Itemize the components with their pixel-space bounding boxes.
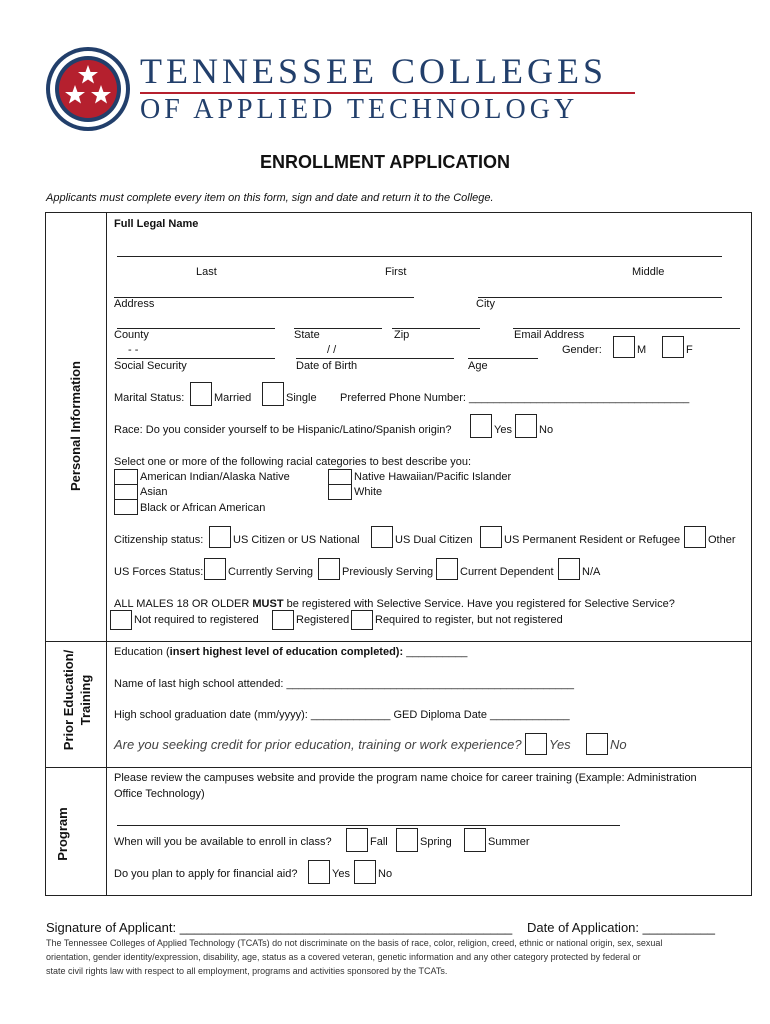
- logo-line-2: OF APPLIED TECHNOLOGY: [140, 94, 579, 125]
- fall-checkbox[interactable]: [346, 828, 368, 852]
- forces-status-label: US Forces Status:: [114, 566, 204, 578]
- dual-citizen-checkbox[interactable]: [371, 526, 393, 548]
- prior-credit-yes-label: Yes: [549, 737, 571, 752]
- full-name-field[interactable]: [117, 256, 722, 257]
- gender-f-label: F: [686, 344, 693, 356]
- dob-field[interactable]: [296, 358, 454, 359]
- white-label: White: [354, 486, 383, 498]
- spring-label: Spring: [420, 836, 452, 848]
- current-dependent-checkbox[interactable]: [436, 558, 458, 580]
- single-label: Single: [286, 392, 317, 404]
- gender-f-checkbox[interactable]: [662, 336, 684, 358]
- tennessee-tristar-emblem: [44, 45, 132, 133]
- enroll-question: When will you be available to enroll in class?: [114, 836, 332, 848]
- single-checkbox[interactable]: [262, 382, 284, 406]
- age-label: Age: [468, 360, 488, 372]
- date-of-birth-label: Date of Birth: [296, 360, 358, 372]
- address-label: Address: [114, 298, 155, 310]
- summer-checkbox[interactable]: [464, 828, 486, 852]
- zip-label: Zip: [394, 329, 410, 341]
- native-hawaiian-checkbox[interactable]: [328, 469, 352, 485]
- american-indian-label: American Indian/Alaska Native: [140, 471, 290, 483]
- social-security-label: Social Security: [114, 360, 187, 372]
- white-checkbox[interactable]: [328, 484, 352, 500]
- prior-credit-question: Are you seeking credit for prior education, training or work experience?: [114, 737, 522, 752]
- forces-na-label: N/A: [582, 566, 601, 578]
- full-legal-name-label: Full Legal Name: [114, 218, 199, 230]
- dual-citizen-label: US Dual Citizen: [395, 534, 473, 546]
- state-label: State: [294, 329, 320, 341]
- racial-prompt: Select one or more of the following racial categories to best describe you:: [114, 456, 472, 468]
- gender-label: Gender:: [562, 344, 602, 356]
- tcat-logo: [44, 45, 134, 135]
- disclaimer-line-2: orientation, gender identity/expression, disability, age, status as a covered veteran, genetic information and any other category protected by federal or: [46, 952, 641, 962]
- education-bold: insert highest level of education completed):: [169, 646, 404, 658]
- gender-m-checkbox[interactable]: [613, 336, 635, 358]
- instructions: Applicants must complete every item on this form, sign and date and return it to the College.: [46, 192, 494, 204]
- citizenship-other-checkbox[interactable]: [684, 526, 706, 548]
- program-name-field[interactable]: [117, 825, 620, 826]
- selective-post: be registered with Selective Service. Have you registered for Selective Service?: [283, 598, 675, 610]
- city-field[interactable]: [478, 297, 722, 298]
- previously-serving-label: Previously Serving: [342, 566, 434, 578]
- us-citizen-checkbox[interactable]: [209, 526, 231, 548]
- ssn-field[interactable]: [117, 358, 275, 359]
- forces-na-checkbox[interactable]: [558, 558, 580, 580]
- citizenship-other-label: Other: [708, 534, 736, 546]
- section-divider-2: [45, 767, 752, 768]
- permanent-resident-label: US Permanent Resident or Refugee: [504, 534, 681, 546]
- aid-no-checkbox[interactable]: [354, 860, 376, 884]
- citizenship-label: Citizenship status:: [114, 534, 204, 546]
- application-date-field[interactable]: Date of Application: __________: [527, 920, 715, 935]
- signature-field[interactable]: Signature of Applicant: ______________________________________________: [46, 920, 513, 935]
- fall-label: Fall: [370, 836, 388, 848]
- disclaimer-line-3: state civil rights law with respect to all employment, programs and activities sponsored by the TCATs.: [46, 966, 448, 976]
- selective-must: MUST: [252, 598, 284, 610]
- previously-serving-checkbox[interactable]: [318, 558, 340, 580]
- not-required-label: Not required to registered: [134, 614, 259, 626]
- summer-label: Summer: [488, 836, 530, 848]
- section-column-divider: [106, 212, 107, 896]
- section-personal-information: Personal Information: [68, 360, 83, 492]
- spring-checkbox[interactable]: [396, 828, 418, 852]
- currently-serving-checkbox[interactable]: [204, 558, 226, 580]
- page-title: ENROLLMENT APPLICATION: [260, 152, 510, 172]
- program-review-line2: Office Technology): [114, 788, 205, 800]
- prior-credit-no-checkbox[interactable]: [586, 733, 608, 755]
- asian-checkbox[interactable]: [114, 484, 138, 500]
- graduation-date-field[interactable]: High school graduation date (mm/yyyy): _____________ GED Diploma Date _____________: [114, 709, 570, 721]
- education-blank: __________: [403, 646, 468, 658]
- logo-line-1: TENNESSEE COLLEGES: [140, 51, 607, 91]
- prior-label-line2: Training: [78, 674, 93, 726]
- section-prior-education: [60, 635, 94, 765]
- black-label: Black or African American: [140, 502, 266, 514]
- registered-checkbox[interactable]: [272, 610, 294, 630]
- aid-yes-checkbox[interactable]: [308, 860, 330, 884]
- married-label: Married: [214, 392, 252, 404]
- first-name-label: First: [385, 266, 407, 278]
- prior-credit-yes-checkbox[interactable]: [525, 733, 547, 755]
- black-checkbox[interactable]: [114, 499, 138, 515]
- selective-pre: ALL MALES 18 OR OLDER: [114, 598, 253, 610]
- program-review-line1: Please review the campuses website and provide the program name choice for career training (Example: Administration: [114, 772, 697, 784]
- dob-slashes: / /: [327, 344, 337, 356]
- city-label: City: [476, 298, 495, 310]
- aid-no-label: No: [378, 868, 393, 880]
- last-school-field[interactable]: Name of last high school attended: _______________________________________________: [114, 678, 574, 690]
- education-level-field[interactable]: [114, 646, 467, 658]
- hispanic-no-checkbox[interactable]: [515, 414, 537, 438]
- county-label: County: [114, 329, 149, 341]
- age-field[interactable]: [468, 358, 538, 359]
- hispanic-yes-label: Yes: [494, 424, 512, 436]
- required-not-registered-checkbox[interactable]: [351, 610, 373, 630]
- asian-label: Asian: [140, 486, 168, 498]
- hispanic-no-label: No: [539, 424, 554, 436]
- registered-label: Registered: [296, 614, 350, 626]
- last-name-label: Last: [196, 266, 217, 278]
- gender-m-label: M: [637, 344, 647, 356]
- middle-name-label: Middle: [632, 266, 665, 278]
- permanent-resident-checkbox[interactable]: [480, 526, 502, 548]
- married-checkbox[interactable]: [190, 382, 212, 406]
- us-citizen-label: US Citizen or US National: [233, 534, 360, 546]
- education-pre: Education (: [114, 646, 170, 658]
- prior-credit-no-label: No: [610, 737, 627, 752]
- section-program: Program: [55, 807, 70, 861]
- current-dependent-label: Current Dependent: [460, 566, 554, 578]
- email-label: Email Address: [514, 329, 585, 341]
- ssn-dashes: - -: [128, 344, 139, 356]
- section-divider-1: [45, 641, 752, 642]
- american-indian-checkbox[interactable]: [114, 469, 138, 485]
- required-not-registered-label: Required to register, but not registered: [375, 614, 563, 626]
- currently-serving-label: Currently Serving: [228, 566, 313, 578]
- not-required-checkbox[interactable]: [110, 610, 132, 630]
- phone-field[interactable]: Preferred Phone Number: ____________________________________: [340, 392, 690, 404]
- address-field[interactable]: [114, 297, 414, 298]
- disclaimer-line-1: The Tennessee Colleges of Applied Technology (TCATs) do not discriminate on the basis of race, color, religion, creed, ethnic or national origin, sex, sexual: [46, 938, 663, 948]
- race-question: Race: Do you consider yourself to be Hispanic/Latino/Spanish origin?: [114, 424, 452, 436]
- selective-service-question: [114, 598, 675, 610]
- prior-label-line1: Prior Education/: [61, 649, 76, 751]
- marital-status-label: Marital Status:: [114, 392, 185, 404]
- native-hawaiian-label: Native Hawaiian/Pacific Islander: [354, 471, 512, 483]
- financial-aid-question: Do you plan to apply for financial aid?: [114, 868, 298, 880]
- aid-yes-label: Yes: [332, 868, 350, 880]
- hispanic-yes-checkbox[interactable]: [470, 414, 492, 438]
